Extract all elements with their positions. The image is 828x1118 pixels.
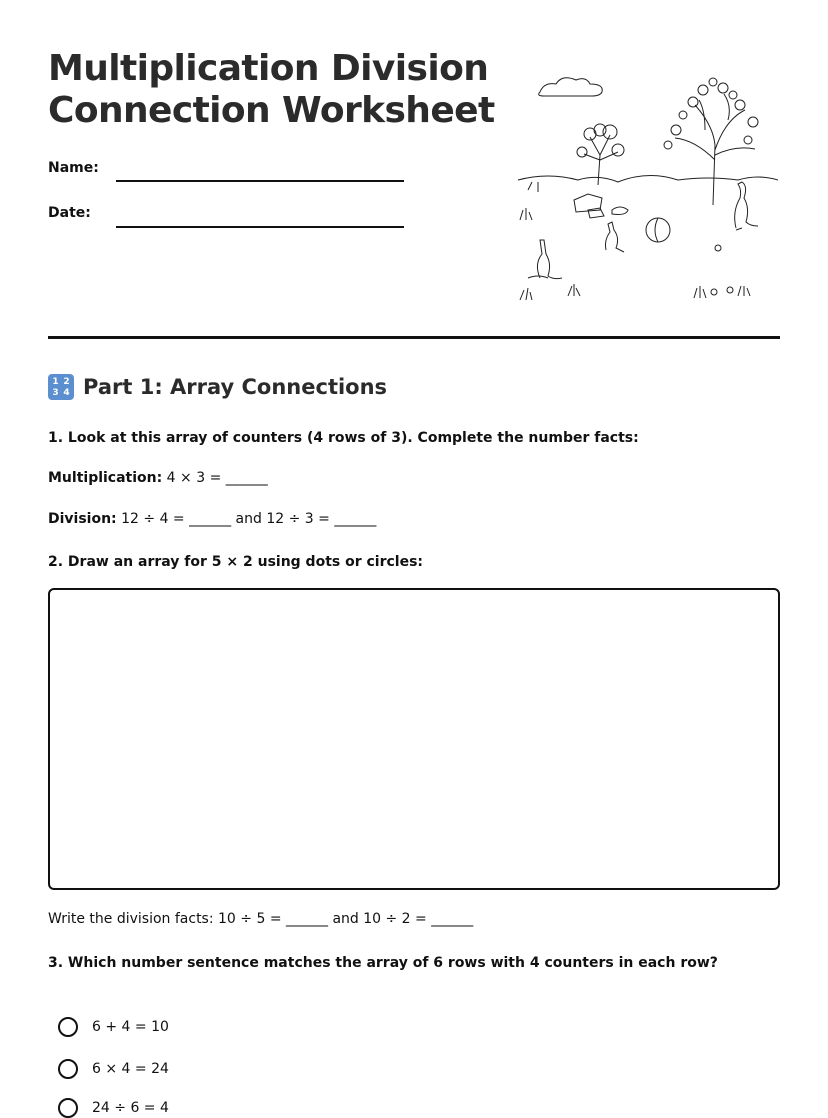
- multiplication-fact: 4 × 3 = ______: [162, 470, 268, 486]
- name-label: Name:: [48, 160, 99, 176]
- radio-button[interactable]: [58, 1098, 78, 1118]
- radio-button[interactable]: [58, 1059, 78, 1079]
- division-fact-line[interactable]: [48, 511, 376, 527]
- option-label: 24 ÷ 6 = 4: [92, 1100, 169, 1116]
- option-label: 6 × 4 = 24: [92, 1061, 169, 1077]
- date-label: Date:: [48, 205, 91, 221]
- answer-option[interactable]: [58, 1098, 169, 1118]
- date-blank-line[interactable]: [116, 226, 404, 228]
- part1-heading: [48, 374, 387, 400]
- numbers-icon: [48, 374, 74, 400]
- option-label: 6 + 4 = 10: [92, 1019, 169, 1035]
- savanna-illustration: [508, 60, 778, 310]
- division-fact: 12 ÷ 4 = ______ and 12 ÷ 3 = ______: [116, 511, 377, 527]
- division-label: Division:: [48, 511, 117, 527]
- division-facts-followup[interactable]: Write the division facts: 10 ÷ 5 = ______ and 10 ÷ 2 = ______: [48, 911, 474, 927]
- answer-option[interactable]: [58, 1017, 169, 1037]
- icon-digit-1: 1: [52, 376, 59, 387]
- icon-digit-3: 3: [52, 387, 59, 398]
- radio-button[interactable]: [58, 1017, 78, 1037]
- title-line-1: Multiplication Division: [48, 48, 489, 89]
- icon-digit-2: 2: [63, 376, 70, 387]
- question-1-prompt: 1. Look at this array of counters (4 rows of 3). Complete the number facts:: [48, 430, 639, 446]
- array-drawing-box[interactable]: [48, 588, 780, 890]
- multiplication-label: Multiplication:: [48, 470, 163, 486]
- answer-option[interactable]: [58, 1059, 169, 1079]
- multiplication-fact-line[interactable]: [48, 470, 268, 486]
- title-line-2: Connection Worksheet: [48, 90, 495, 131]
- question-3-prompt: 3. Which number sentence matches the array of 6 rows with 4 counters in each row?: [48, 955, 718, 971]
- worksheet-title: [48, 48, 508, 132]
- name-blank-line[interactable]: [116, 180, 404, 182]
- icon-digit-4: 4: [63, 387, 70, 398]
- part1-title: Part 1: Array Connections: [83, 375, 388, 399]
- section-divider: [48, 336, 780, 339]
- question-2-prompt: 2. Draw an array for 5 × 2 using dots or circles:: [48, 554, 424, 570]
